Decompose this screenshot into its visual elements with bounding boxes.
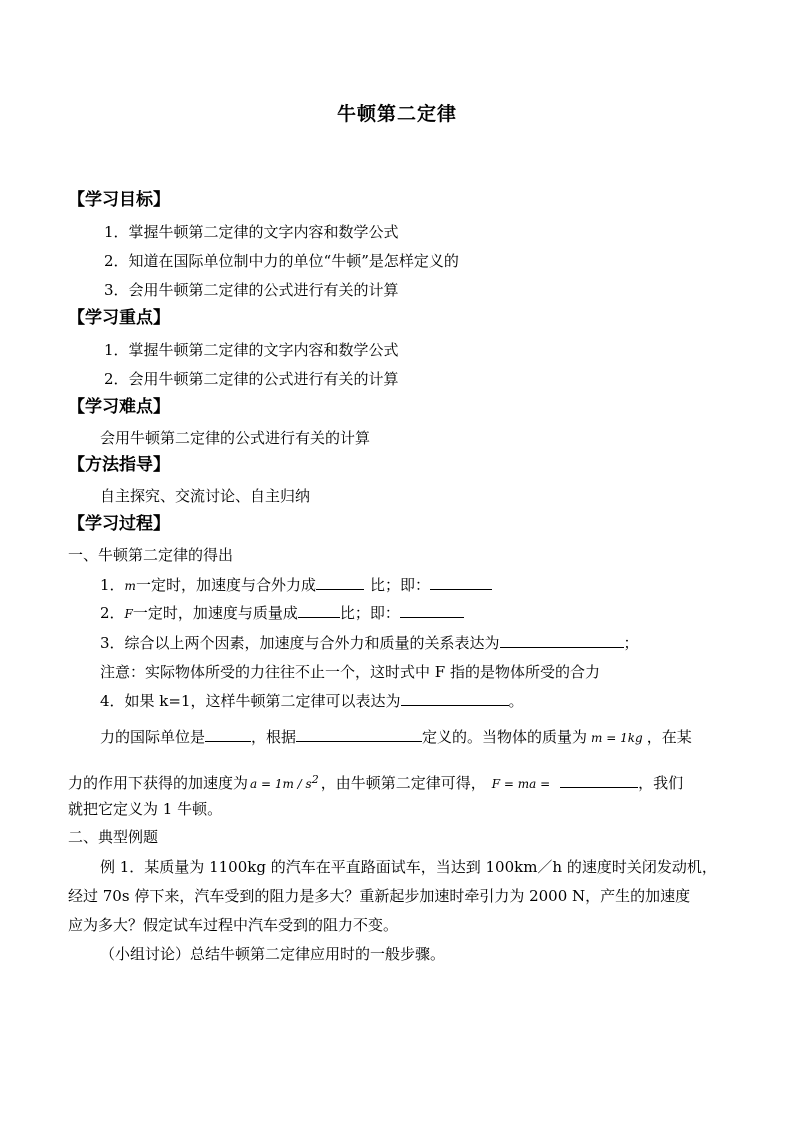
acceleration-expression: [250, 773, 319, 791]
unit-text-b: ，根据: [251, 728, 297, 746]
item3-end: ；: [623, 634, 639, 652]
part1-title: 一、牛顿第二定律的得出: [68, 546, 234, 564]
item2-number: 2．: [100, 604, 125, 622]
acceleration-base: a = 1m / s: [250, 777, 312, 791]
unit-text-d: ，在某: [646, 728, 692, 746]
unit-blank-1[interactable]: [205, 727, 251, 742]
item2-variable: F: [124, 607, 133, 621]
unit-definition-line-2: [68, 770, 683, 794]
difficulty-text: 会用牛顿第二定律的公式进行有关的计算: [100, 429, 371, 447]
focus-item-2: 2．会用牛顿第二定律的公式进行有关的计算: [104, 370, 399, 388]
item4-end: 。: [508, 692, 524, 710]
item1-blank-1[interactable]: [316, 575, 364, 590]
unit-text-f: ，由牛顿第二定律可得，: [320, 774, 486, 792]
unit-blank-2[interactable]: [296, 727, 422, 742]
unit-definition-line-3: 就把它定义为 1 牛顿。: [68, 800, 223, 818]
example1-line-2: 经过 70s 停下来，汽车受到的阻力是多大？重新起步加速时牵引力为 2000 N，产生的加速度: [68, 887, 691, 905]
item3-text: 3．综合以上两个因素，加速度与合外力和质量的关系表达为: [100, 634, 500, 652]
item1-number: 1．: [100, 576, 125, 594]
item2-text-a: 一定时，加速度与质量成: [132, 604, 298, 622]
item1-text-b: 比；即：: [369, 576, 430, 594]
force-formula: F = ma =: [491, 777, 551, 791]
item4-text: 4．如果 k=1，这样牛顿第二定律可以表达为: [100, 692, 401, 710]
process-item-4: [100, 691, 524, 711]
goals-heading: 【学习目标】: [68, 190, 170, 210]
part2-title: 二、典型例题: [68, 828, 159, 846]
example1-line-3: 应为多大？假定试车过程中汽车受到的阻力不变。: [68, 916, 399, 934]
item1-variable: m: [124, 579, 136, 593]
mass-expression: m = 1kg: [591, 731, 643, 745]
goal-item-1: 1．掌握牛顿第二定律的文字内容和数学公式: [104, 223, 399, 241]
focus-item-1: 1．掌握牛顿第二定律的文字内容和数学公式: [104, 341, 399, 359]
goal-item-3: 3．会用牛顿第二定律的公式进行有关的计算: [104, 281, 399, 299]
unit-text-e: 力的作用下获得的加速度为: [68, 774, 249, 792]
acceleration-exponent: 2: [311, 773, 319, 786]
goal-item-2: 2．知道在国际单位制中力的单位“牛顿”是怎样定义的: [104, 252, 459, 270]
unit-text-a: 力的国际单位是: [100, 728, 206, 746]
process-heading: 【学习过程】: [68, 514, 170, 534]
method-text: 自主探究、交流讨论、自主归纳: [100, 487, 311, 505]
focus-heading: 【学习重点】: [68, 308, 170, 328]
group-discussion: （小组讨论）总结牛顿第二定律应用时的一般步骤。: [100, 945, 446, 963]
item3-blank[interactable]: [500, 633, 624, 648]
unit-text-c: 定义的。当物体的质量为: [422, 728, 588, 746]
item1-text-a: 一定时，加速度与合外力成: [135, 576, 316, 594]
unit-text-g: ，我们: [638, 774, 684, 792]
process-item-3: [100, 633, 639, 653]
example1-line-1: 例 1．某质量为 1100kg 的汽车在平直路面试车，当达到 100km／h 的速度时关闭发动机，: [100, 858, 717, 876]
item2-blank-1[interactable]: [298, 603, 340, 618]
item4-blank[interactable]: [401, 691, 509, 706]
document-title: 牛顿第二定律: [336, 103, 457, 125]
process-item-2: [100, 603, 464, 624]
method-heading: 【方法指导】: [68, 455, 170, 475]
process-note: 注意：实际物体所受的力往往不止一个，这时式中 F 指的是物体所受的合力: [100, 663, 600, 681]
difficulty-heading: 【学习难点】: [68, 397, 170, 417]
unit-blank-3[interactable]: [560, 773, 638, 788]
unit-definition-line-1: [100, 727, 692, 748]
item1-blank-2[interactable]: [430, 575, 492, 590]
process-item-1: [100, 575, 492, 596]
item2-blank-2[interactable]: [400, 603, 464, 618]
item2-text-b: 比；即：: [339, 604, 400, 622]
